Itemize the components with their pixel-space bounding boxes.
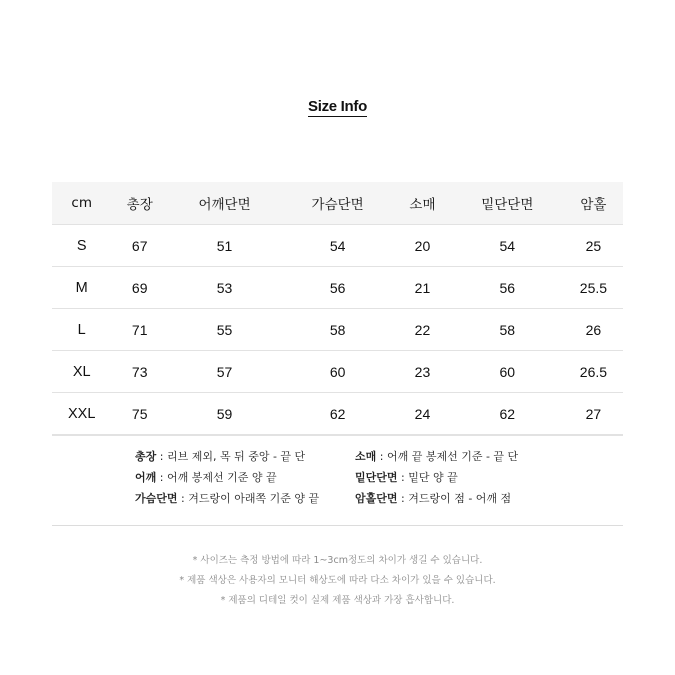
table-cell: 62 <box>281 393 394 436</box>
note-item <box>355 446 575 467</box>
page-title: Size Info <box>308 98 367 115</box>
disclaimers <box>0 551 675 611</box>
note-term: 암홀단면 <box>355 492 398 505</box>
note-term: 가슴단면 <box>135 492 178 505</box>
table-cell: 21 <box>394 267 451 309</box>
header-chest-width: 가슴단면 <box>281 182 394 225</box>
header-unit: cm <box>52 182 111 225</box>
table-row <box>52 225 623 267</box>
divider <box>52 525 623 526</box>
table-cell: 58 <box>281 309 394 351</box>
header-total-length: 총장 <box>111 182 168 225</box>
table-cell: 56 <box>281 267 394 309</box>
table-cell: 23 <box>394 351 451 393</box>
size-label: L <box>52 309 111 351</box>
note-term: 소매 <box>355 450 377 463</box>
size-table-header-row <box>52 182 623 225</box>
table-row <box>52 309 623 351</box>
notes-row <box>135 488 575 509</box>
page-title-wrap <box>0 96 675 115</box>
note-term: 어깨 <box>135 471 157 484</box>
measurement-notes <box>135 446 575 509</box>
table-cell: 60 <box>281 351 394 393</box>
table-cell: 73 <box>111 351 168 393</box>
table-cell: 26.5 <box>564 351 623 393</box>
table-cell: 67 <box>111 225 168 267</box>
table-cell: 51 <box>168 225 281 267</box>
table-cell: 25.5 <box>564 267 623 309</box>
note-term: 밑단단면 <box>355 471 398 484</box>
table-cell: 58 <box>451 309 564 351</box>
note-desc: : 리브 제외, 목 뒤 중앙 - 끝 단 <box>156 450 306 463</box>
size-label: M <box>52 267 111 309</box>
table-row <box>52 393 623 436</box>
note-item <box>135 488 355 509</box>
table-cell: 54 <box>281 225 394 267</box>
table-cell: 57 <box>168 351 281 393</box>
header-armhole: 암홀 <box>564 182 623 225</box>
note-item <box>355 488 575 509</box>
table-cell: 24 <box>394 393 451 436</box>
note-desc: : 겨드랑이 점 - 어깨 점 <box>397 492 512 505</box>
note-term: 총장 <box>135 450 157 463</box>
disclaimer-line: * 제품 색상은 사용자의 모니터 해상도에 따라 다소 차이가 있을 수 있습니다. <box>179 575 496 586</box>
note-item <box>135 446 355 467</box>
table-cell: 69 <box>111 267 168 309</box>
table-cell: 56 <box>451 267 564 309</box>
size-table <box>52 182 623 436</box>
table-cell: 55 <box>168 309 281 351</box>
note-desc: : 어깨 봉제선 기준 양 끝 <box>156 471 277 484</box>
table-cell: 59 <box>168 393 281 436</box>
note-desc: : 어깨 끝 봉제선 기준 - 끝 단 <box>376 450 519 463</box>
note-desc: : 밑단 양 끝 <box>397 471 458 484</box>
notes-row <box>135 467 575 488</box>
table-cell: 20 <box>394 225 451 267</box>
table-cell: 75 <box>111 393 168 436</box>
size-label: S <box>52 225 111 267</box>
table-row <box>52 267 623 309</box>
notes-row <box>135 446 575 467</box>
table-row <box>52 351 623 393</box>
table-cell: 62 <box>451 393 564 436</box>
table-cell: 26 <box>564 309 623 351</box>
disclaimer-line: * 사이즈는 측정 방법에 따라 1~3cm정도의 차이가 생길 수 있습니다. <box>192 555 483 566</box>
table-cell: 54 <box>451 225 564 267</box>
header-hem-width: 밑단단면 <box>451 182 564 225</box>
size-label: XL <box>52 351 111 393</box>
table-cell: 25 <box>564 225 623 267</box>
header-sleeve: 소매 <box>394 182 451 225</box>
table-cell: 71 <box>111 309 168 351</box>
disclaimer-line: * 제품의 디테일 컷이 실제 제품 색상과 가장 흡사합니다. <box>220 595 455 606</box>
table-cell: 60 <box>451 351 564 393</box>
size-label: XXL <box>52 393 111 436</box>
header-shoulder-width: 어깨단면 <box>168 182 281 225</box>
note-item <box>135 467 355 488</box>
note-item <box>355 467 575 488</box>
table-cell: 27 <box>564 393 623 436</box>
note-desc: : 겨드랑이 아래쪽 기준 양 끝 <box>177 492 320 505</box>
table-cell: 53 <box>168 267 281 309</box>
table-cell: 22 <box>394 309 451 351</box>
